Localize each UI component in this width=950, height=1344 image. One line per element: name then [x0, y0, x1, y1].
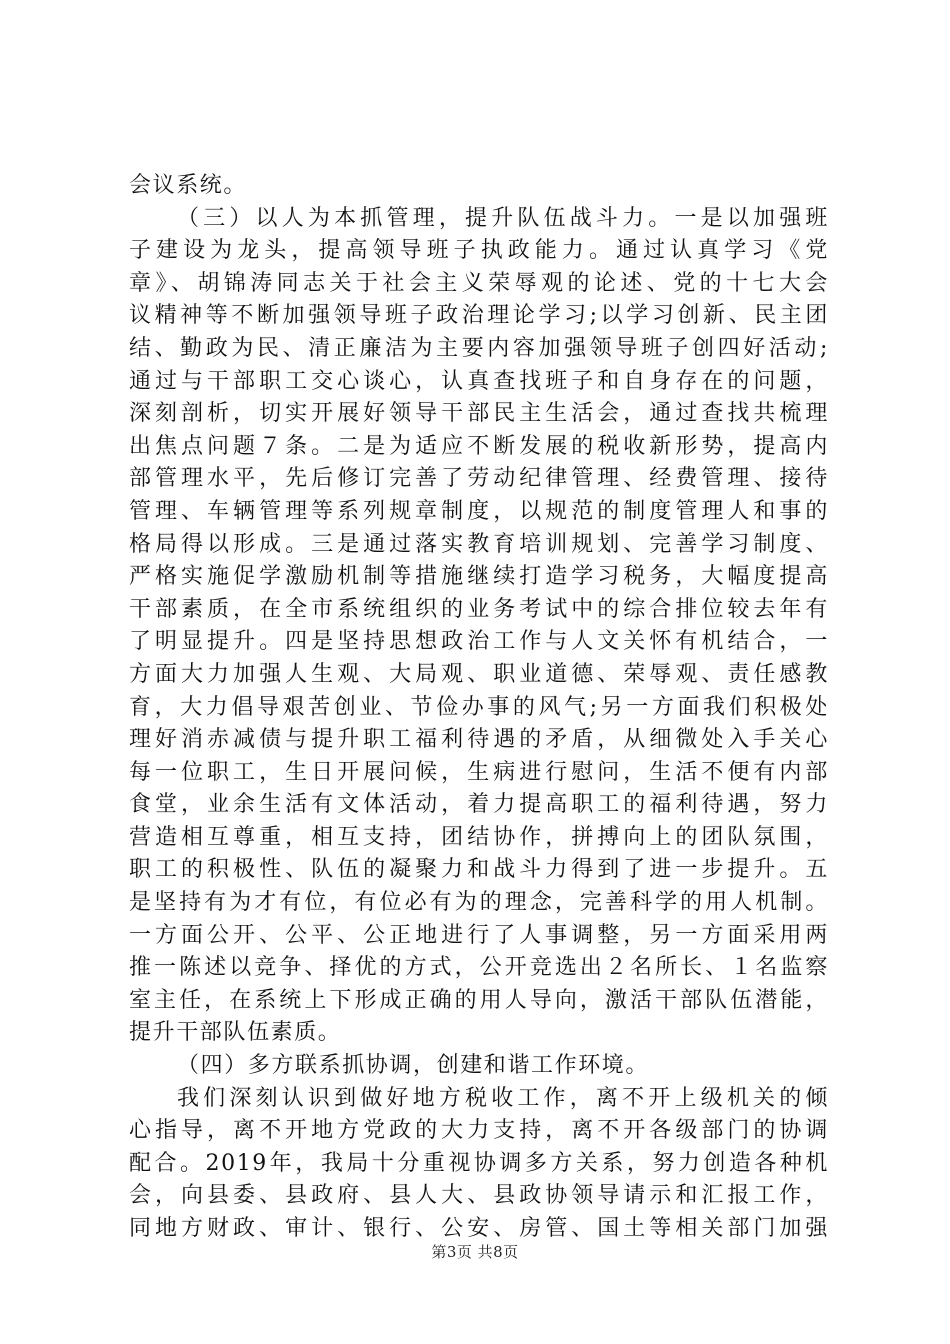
text-line: 职工的积极性、队伍的凝聚力和战斗力得到了进一步提升。五 — [129, 857, 829, 883]
document-body — [129, 170, 829, 1246]
text-line: 室主任，在系统上下形成正确的用人导向，激活干部队伍潜能， — [129, 987, 829, 1013]
text-line: 结、勤政为民、清正廉洁为主要内容加强领导班子创四好活动; — [129, 335, 829, 361]
text-line: 深刻剖析，切实开展好领导干部民主生活会，通过查找共梳理 — [129, 401, 829, 427]
text-line: 出焦点问题７条。二是为适应不断发展的税收新形势，提高内 — [129, 433, 829, 459]
text-line: 一方面公开、公平、公正地进行了人事调整，另一方面采用两 — [129, 922, 829, 948]
text-line: 会，向县委、县政府、县人大、县政协领导请示和汇报工作， — [129, 1183, 829, 1209]
text-line: 配合。2019年，我局十分重视协调多方关系，努力创造各种机 — [129, 1150, 829, 1176]
text-line: 心指导，离不开地方党政的大力支持，离不开各级部门的协调 — [129, 1118, 829, 1144]
text-line: 食堂，业余生活有文体活动，着力提高职工的福利待遇，努力 — [129, 792, 829, 818]
text-line: 管理、车辆管理等系列规章制度，以规范的制度管理人和事的 — [129, 498, 829, 524]
text-line: 了明显提升。四是坚持思想政治工作与人文关怀有机结合，一 — [129, 629, 829, 655]
text-line: 方面大力加强人生观、大局观、职业道德、荣辱观、责任感教 — [129, 661, 829, 687]
text-line: 会议系统。 — [129, 173, 248, 198]
text-line: 营造相互尊重，相互支持，团结协作，拼搏向上的团队氛围， — [129, 824, 829, 850]
text-line: 部管理水平，先后修订完善了劳动纪律管理、经费管理、接待 — [129, 466, 829, 492]
text-line: 每一位职工，生日开展问候，生病进行慰问，生活不便有内部 — [129, 759, 829, 785]
text-line: （三）以人为本抓管理，提升队伍战斗力。一是以加强班 — [177, 205, 829, 231]
text-line: 育，大力倡导艰苦创业、节俭办事的风气;另一方面我们积极处 — [129, 694, 829, 720]
text-line: 严格实施促学激励机制等措施继续打造学习税务，大幅度提高 — [129, 564, 829, 590]
page-footer: 第3页 共8页 — [431, 1243, 519, 1261]
text-line: 同地方财政、审计、银行、公安、房管、国土等相关部门加强 — [129, 1216, 829, 1241]
text-line: 章》、胡锦涛同志关于社会主义荣辱观的论述、党的十七大会 — [129, 270, 829, 296]
text-line: 干部素质，在全市系统组织的业务考试中的综合排位较去年有 — [129, 596, 829, 622]
text-line: 我们深刻认识到做好地方税收工作，离不开上级机关的倾 — [177, 1085, 829, 1111]
text-line: 理好消赤减债与提升职工福利待遇的矛盾，从细微处入手关心 — [129, 727, 829, 753]
text-line: 子建设为龙头，提高领导班子执政能力。通过认真学习《党 — [129, 238, 829, 264]
text-line: 推一陈述以竞争、择优的方式，公开竞选出２名所长、１名监察 — [129, 955, 829, 981]
text-line: 提升干部队伍素质。 — [129, 1020, 342, 1046]
text-line: 格局得以形成。三是通过落实教育培训规划、完善学习制度、 — [129, 531, 829, 557]
text-line: 议精神等不断加强领导班子政治理论学习;以学习创新、民主团 — [129, 303, 829, 329]
text-line: （四）多方联系抓协调，创建和谐工作环境。 — [177, 1053, 650, 1079]
text-line: 是坚持有为才有位，有位必有为的理念，完善科学的用人机制。 — [129, 890, 829, 916]
text-line: 通过与干部职工交心谈心，认真查找班子和自身存在的问题， — [129, 368, 829, 394]
